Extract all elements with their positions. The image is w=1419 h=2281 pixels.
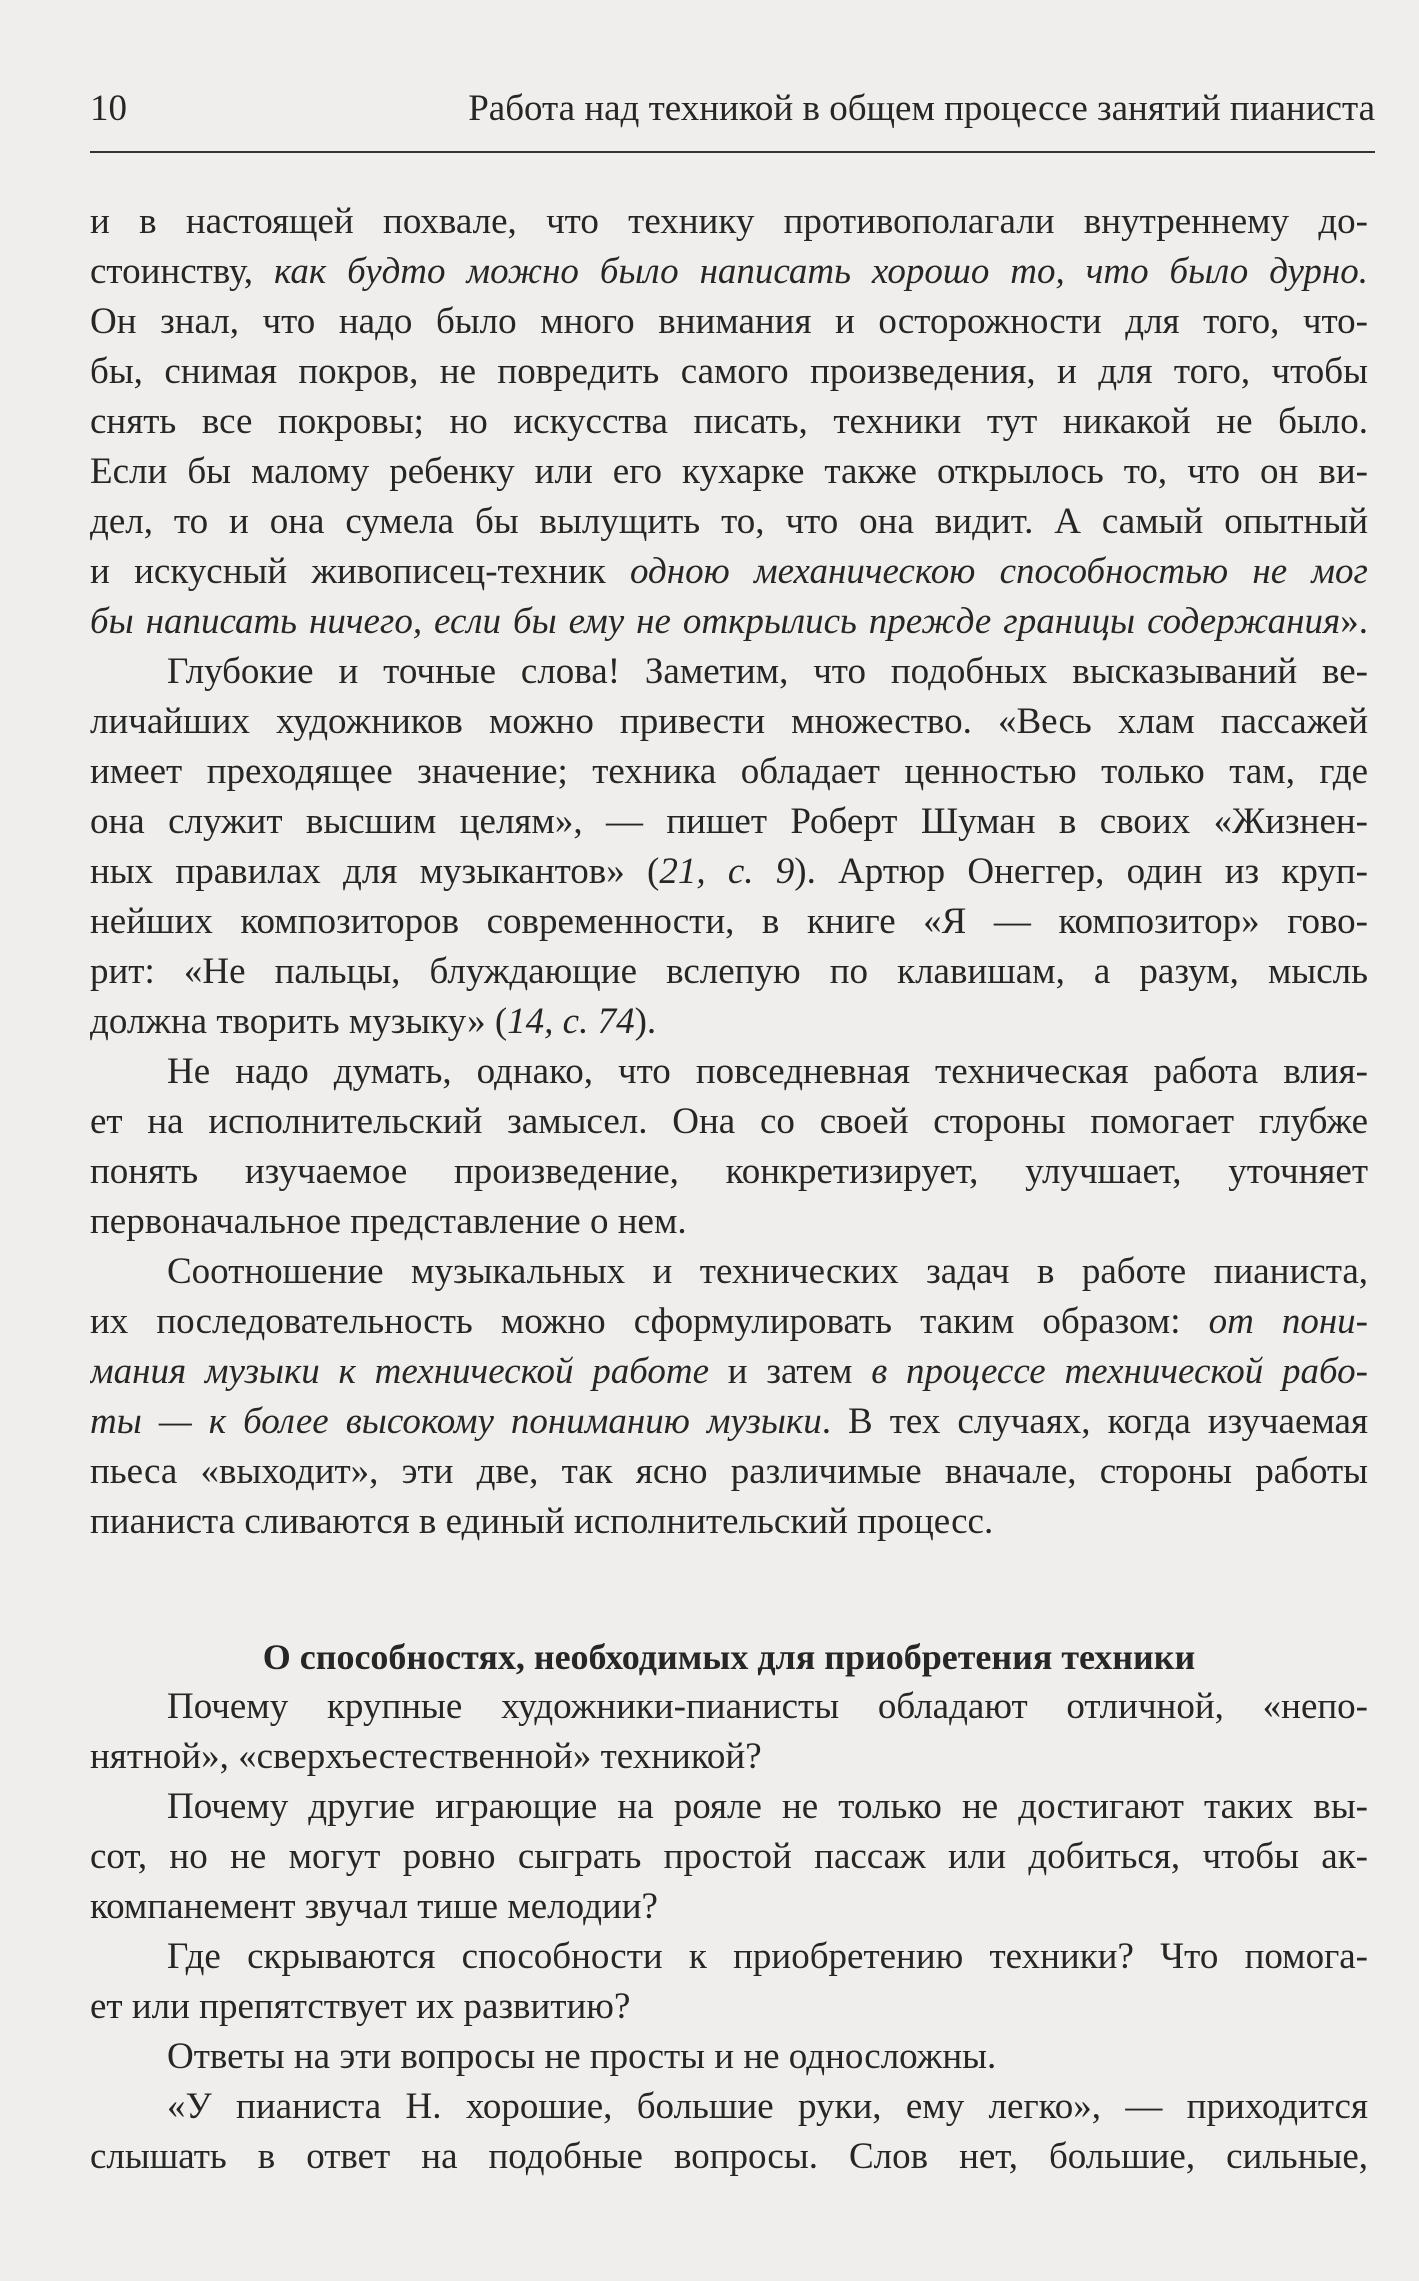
text-line: [90, 347, 1368, 397]
text-line: [90, 1097, 1368, 1147]
text: дел, то и она сумела бы вылущить то, что она видит. А самый опытный: [90, 501, 1368, 542]
text: Почему другие играющие на рояле не только не достигают таких вы-: [167, 1786, 1368, 1827]
page-number: 10: [90, 88, 127, 129]
text-line: [90, 647, 1368, 697]
text-line: [90, 597, 1368, 647]
text: она служит высшим целям», — пишет Роберт Шуман в своих «Жизнен-: [90, 801, 1368, 842]
text-line: [90, 1447, 1368, 1497]
text: и затем: [709, 1351, 872, 1392]
header-rule: [90, 151, 1375, 153]
text-line: [90, 1682, 1368, 1732]
text: Он знал, что надо было много внимания и осторожности для того, что-: [90, 301, 1368, 342]
text-line: [90, 1832, 1368, 1882]
text-line: [90, 1347, 1368, 1397]
text: первоначальное представление о нем.: [90, 1201, 687, 1242]
text-line: [90, 247, 1368, 297]
running-title: Работа над техникой в общем процессе занятий пианиста: [468, 88, 1375, 129]
text: их последовательность можно сформулировать таким образом:: [90, 1301, 1209, 1342]
text-line: [90, 397, 1368, 447]
text-line: [90, 1397, 1368, 1447]
text: ет или препятствует их развитию?: [90, 1986, 631, 2027]
text: снять все покровы; но искусства писать, техники тут никакой не было.: [90, 401, 1368, 442]
text-line: [90, 547, 1368, 597]
text-line: [90, 1882, 1368, 1932]
text: понять изучаемое произведение, конкретизирует, улучшает, уточняет: [90, 1151, 1368, 1192]
text-block-after-heading: [90, 1682, 1368, 2182]
text: ). Артюр Онеггер, один из круп-: [794, 851, 1368, 892]
text: стоинству,: [90, 251, 274, 292]
text: и в настоящей похвале, что технику противополагали внутреннему до-: [90, 201, 1368, 242]
italic-text: мания музыки к технической работе: [90, 1351, 710, 1392]
text-line: [90, 2132, 1368, 2182]
text: слышать в ответ на подобные вопросы. Слов нет, большие, сильные,: [90, 2136, 1368, 2177]
text-line: [90, 297, 1368, 347]
italic-text: как будто можно было написать хорошо то, что было дурно.: [274, 251, 1368, 292]
text: пьеса «выходит», эти две, так ясно различимые вначале, стороны работы: [90, 1451, 1368, 1492]
text-line: [90, 1247, 1368, 1297]
text-line: [90, 1932, 1368, 1982]
text: Глубокие и точные слова! Заметим, что подобных высказываний ве-: [167, 651, 1368, 692]
text-line: [90, 1197, 1368, 1247]
text: компанемент звучал тише мелодии?: [90, 1886, 658, 1927]
text-line: [90, 1982, 1368, 2032]
text-line: [90, 1732, 1368, 1782]
italic-text: бы написать ничего, если бы ему не открылись прежде границы содержания: [90, 601, 1341, 642]
text: Почему крупные художники-пианисты обладают отличной, «непо-: [167, 1686, 1368, 1727]
text-line: [90, 1047, 1368, 1097]
text: Если бы малому ребенку или его кухарке также открылось то, что он ви-: [90, 451, 1368, 492]
text: рит: «Не пальцы, блуждающие вслепую по клавишам, а разум, мысль: [90, 951, 1368, 992]
text-line: [90, 697, 1368, 747]
text-line: [90, 1147, 1368, 1197]
text: Не надо думать, однако, что повседневная техническая работа влия-: [167, 1051, 1368, 1092]
text: Соотношение музыкальных и технических задач в работе пианиста,: [167, 1251, 1368, 1292]
text-line: [90, 997, 1368, 1047]
text-line: [90, 1297, 1368, 1347]
italic-text: ты — к более высокому пониманию музыки: [90, 1401, 822, 1442]
text: Ответы на эти вопросы не просты и не односложны.: [167, 2036, 997, 2077]
text: имеет преходящее значение; техника обладает ценностью только там, где: [90, 751, 1368, 792]
section-heading: О способностях, необходимых для приобретения техники: [262, 1637, 1196, 1677]
text: личайших художников можно привести множество. «Весь хлам пассажей: [90, 701, 1368, 742]
text: ных правилах для музыкантов» (: [90, 851, 660, 892]
text: и искусный живописец-техник: [90, 551, 631, 592]
text: пианиста сливаются в единый исполнительский процесс.: [90, 1501, 994, 1542]
italic-text: от пони-: [1208, 1301, 1368, 1342]
text: сот, но не могут ровно сыграть простой пассаж или добиться, чтобы ак-: [90, 1836, 1368, 1877]
text: должна творить музыку» (: [90, 1001, 508, 1042]
italic-text: 14, с. 74: [507, 1001, 635, 1042]
text-line: [90, 947, 1368, 997]
text-line: [90, 447, 1368, 497]
running-header: [90, 86, 1375, 132]
text: ».: [1340, 601, 1368, 642]
text-line: [90, 2032, 1368, 2082]
text: ет на исполнительский замысел. Она со своей стороны помогает глубже: [90, 1101, 1368, 1142]
italic-text: в процессе технической рабо-: [871, 1351, 1368, 1392]
text-line: [90, 897, 1368, 947]
text: нейших композиторов современности, в книге «Я — композитор» гово-: [90, 901, 1368, 942]
text-line: [90, 197, 1368, 247]
text: ).: [634, 1001, 657, 1042]
text-line: [90, 1497, 1368, 1547]
text-block-before-heading: [90, 197, 1368, 1547]
text: «У пианиста Н. хорошие, большие руки, ему легко», — приходится: [167, 2086, 1368, 2127]
text-line: [90, 847, 1368, 897]
page-body: [90, 197, 1368, 2182]
text-line: [90, 2082, 1368, 2132]
text-line: [90, 797, 1368, 847]
text: . В тех случаях, когда изучаемая: [821, 1401, 1368, 1442]
text-line: [90, 747, 1368, 797]
text-line: [90, 1782, 1368, 1832]
text: Где скрываются способности к приобретению техники? Что помога-: [167, 1936, 1368, 1977]
text: бы, снимая покров, не повредить самого произведения, и для того, чтобы: [90, 351, 1368, 392]
italic-text: одною механическою способностью не мог: [630, 551, 1368, 592]
text: нятной», «сверхъестественной» техникой?: [90, 1736, 762, 1777]
text-line: [90, 497, 1368, 547]
italic-text: 21, с. 9: [659, 851, 795, 892]
